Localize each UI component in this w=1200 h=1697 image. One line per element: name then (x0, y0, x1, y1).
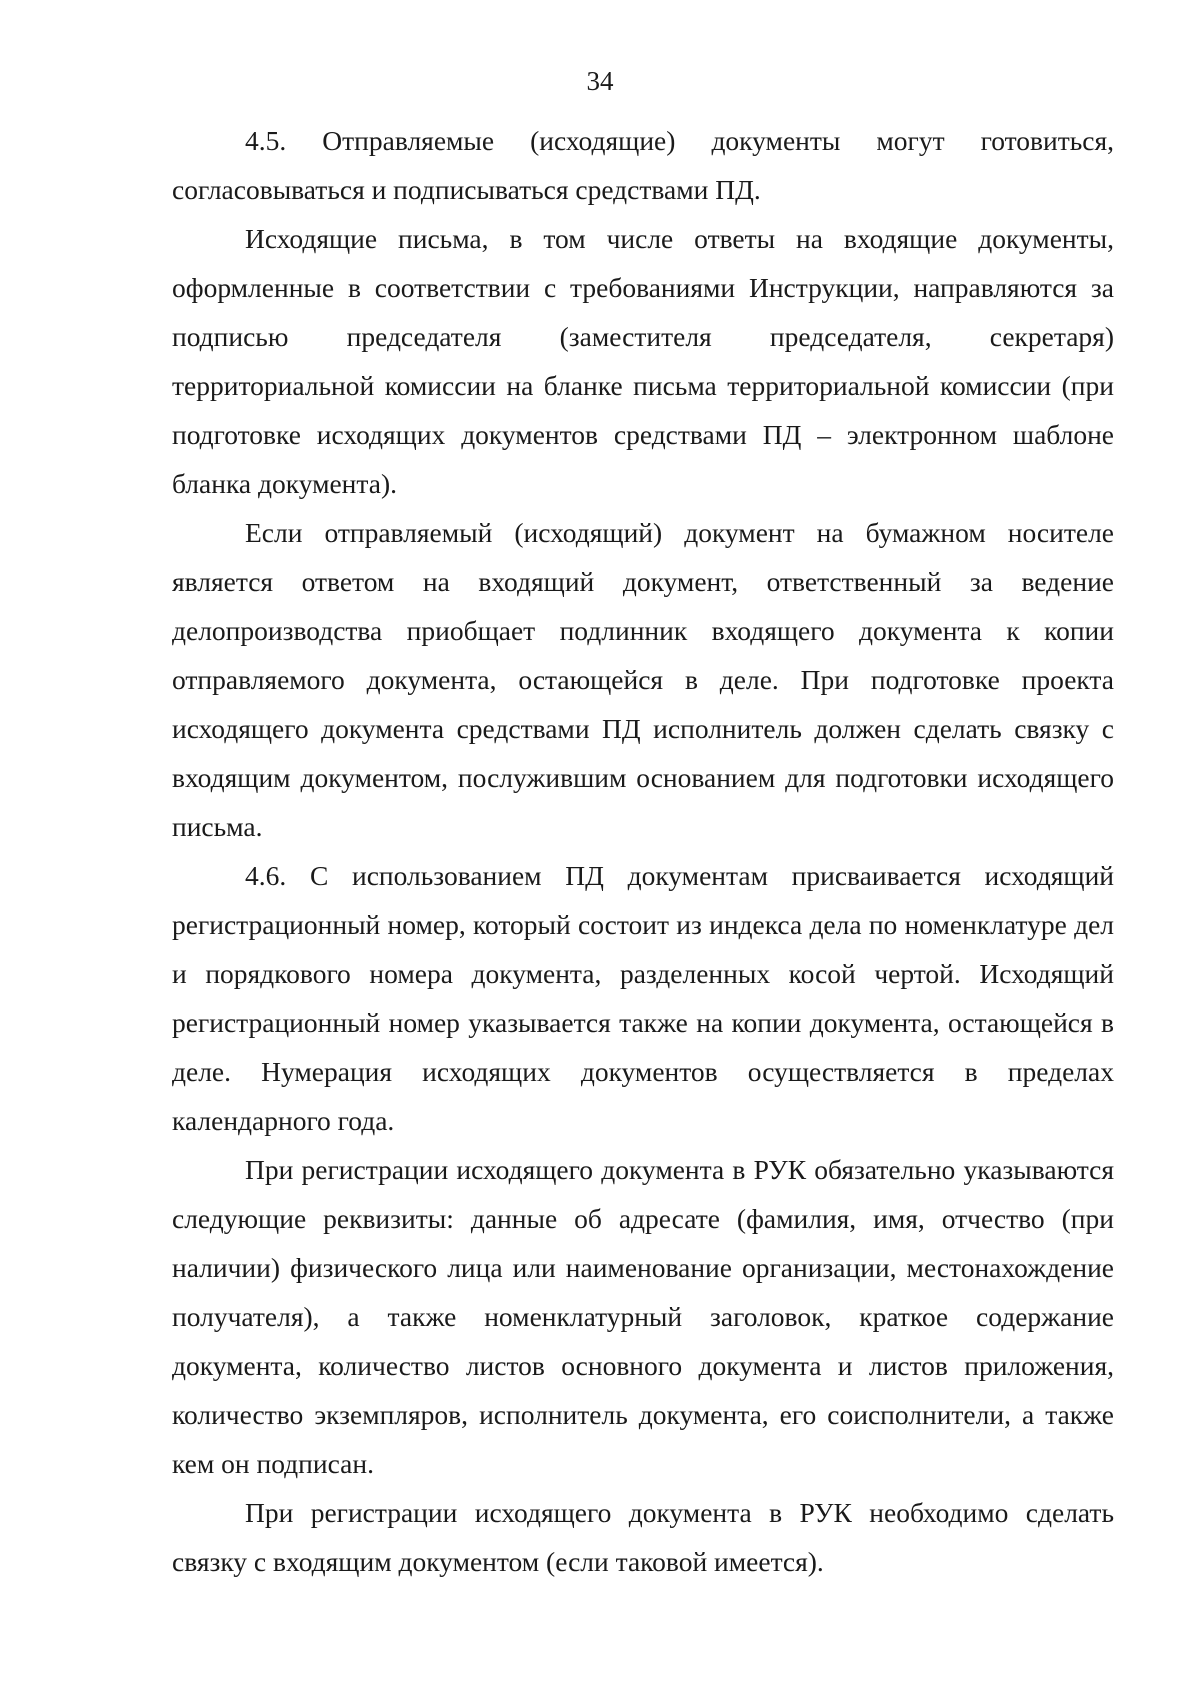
page-number: 34 (586, 66, 614, 96)
paragraph-link-incoming: При регистрации исходящего документа в РУК необходимо сделать связку с входящим документом (если таковой имеется). (172, 1497, 1114, 1577)
paragraph-paper-reply: Если отправляемый (исходящий) документ на бумажном носителе является ответом на входящий документ, ответственный за ведение делопроизводства приобщает подлинник входящего документа к копии отправляемого документа, остающейся в деле. При подготовке проекта исходящего документа средствами ПД исполнитель должен сделать связку с входящим документом, послужившим основанием для подготовки исходящего письма. (172, 517, 1114, 842)
document-body (172, 116, 1114, 1586)
paragraph-4-6: 4.6. С использованием ПД документам присваивается исходящий регистрационный номер, который состоит из индекса дела по номенклатуре дел и порядкового номера документа, разделенных косой чертой. Исходящий регистрационный номер указывается также на копии документа, остающейся в деле. Нумерация исходящих документов осуществляется в пределах календарного года. (172, 860, 1114, 1136)
paragraph-outgoing-letters: Исходящие письма, в том числе ответы на входящие документы, оформленные в соответствии с требованиями Инструкции, направляются за подписью председателя (заместителя председателя, секретаря) территориальной комиссии на бланке письма территориальной комиссии (при подготовке исходящих документов средствами ПД – электронном шаблоне бланка документа). (172, 223, 1114, 499)
paragraph-4-5: 4.5. Отправляемые (исходящие) документы могут готовиться, согласовываться и подписываться средствами ПД. (172, 125, 1114, 205)
paragraph-required-attributes: При регистрации исходящего документа в РУК обязательно указываются следующие реквизиты: данные об адресате (фамилия, имя, отчество (при наличии) физического лица или наименование организации, местонахождение получателя), а также номенклатурный заголовок, краткое содержание документа, количество листов основного документа и листов приложения, количество экземпляров, исполнитель документа, его соисполнители, а также кем он подписан. (172, 1154, 1114, 1479)
